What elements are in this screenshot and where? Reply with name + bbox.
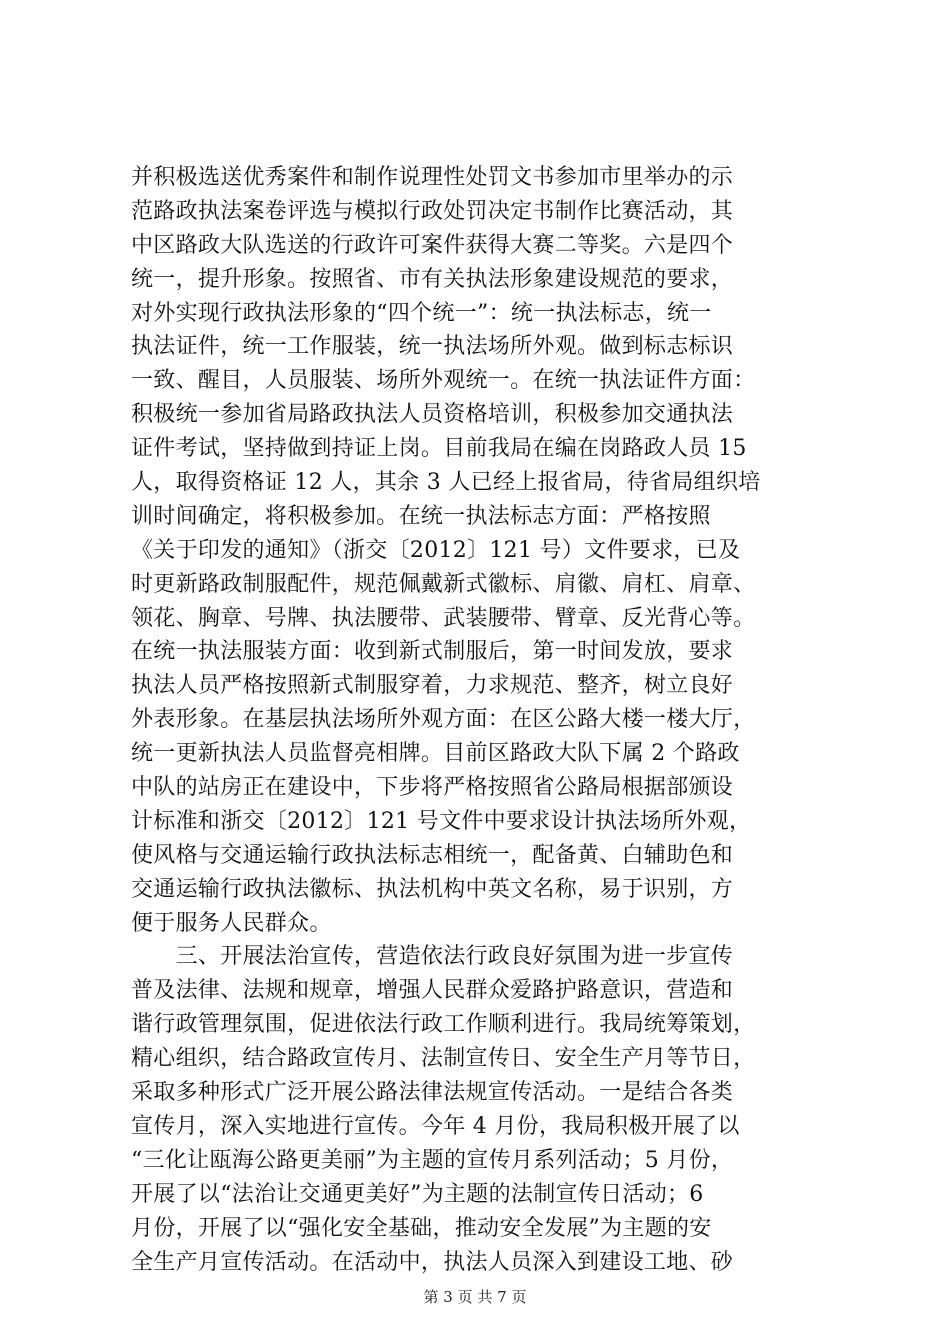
text-line: 执法人员严格按照新式制服穿着，力求规范、整齐，树立良好 [131,673,734,699]
text-line: 三、开展法治宣传，营造依法行政良好氛围为进一步宣传 [131,944,734,970]
text-line: 中区路政大队选送的行政许可案件获得大赛二等奖。六是四个 [131,232,734,258]
text-line: 并积极选送优秀案件和制作说理性处罚文书参加市里举办的示 [131,165,734,190]
text-line: 宣传月，深入实地进行宣传。今年 4 月份，我局积极开展了以 [131,1113,740,1139]
text-line: 月份，开展了以“强化安全基础，推动安全发展”为主题的安 [131,1215,712,1241]
text-line: 统一，提升形象。按照省、市有关执法形象建设规范的要求， [131,266,734,292]
text-line: 领花、胸章、号牌、执法腰带、武装腰带、臂章、反光背心等。 [131,605,756,631]
text-line: 普及法律、法规和规章，增强人民群众爱路护路意识，营造和 [131,978,734,1004]
text-line: 使风格与交通运输行政执法标志相统一，配备黄、白辅助色和 [131,842,734,868]
text-line: 《关于印发的通知》（浙交〔2012〕121 号）文件要求，已及 [131,537,741,563]
text-line: 精心组织，结合路政宣传月、法制宣传日、安全生产月等节日， [131,1046,756,1072]
text-line: 训时间确定，将积极参加。在统一执法标志方面：严格按照 [131,503,711,529]
text-line: 全生产月宣传活动。在活动中，执法人员深入到建设工地、砂 [131,1249,734,1275]
text-line: 积极统一参加省局路政执法人员资格培训，积极参加交通执法 [131,402,734,428]
text-line: 对外实现行政执法形象的“四个统一”：统一执法标志，统一 [131,300,712,326]
text-line: 开展了以“法治让交通更美好”为主题的法制宣传日活动；6 [131,1181,704,1207]
text-line: 时更新路政制服配件，规范佩戴新式徽标、肩徽、肩杠、肩章、 [131,571,756,597]
text-line: 交通运输行政执法徽标、执法机构中英文名称，易于识别，方 [131,876,734,902]
text-line: 外表形象。在基层执法场所外观方面：在区公路大楼一楼大厅， [131,707,756,733]
text-line: 执法证件，统一工作服装，统一执法场所外观。做到标志标识 [131,334,734,360]
page-number: 第 3 页 共 7 页 [423,1288,527,1306]
page-footer [0,1287,950,1307]
text-line: 谐行政管理氛围，促进依法行政工作顺利进行。我局统筹策划， [131,1012,756,1038]
text-line: 人，取得资格证 12 人，其余 3 人已经上报省局，待省局组织培 [131,470,761,496]
text-line: 采取多种形式广泛开展公路法律法规宣传活动。一是结合各类 [131,1080,734,1106]
text-line: 证件考试，坚持做到持证上岗。目前我局在编在岗路政人员 15 [131,436,747,462]
text-line: 统一更新执法人员监督亮相牌。目前区路政大队下属 2 个路政 [131,741,740,767]
text-line: 范路政执法案卷评选与模拟行政处罚决定书制作比赛活动，其 [131,198,734,224]
text-line: 在统一执法服装方面：收到新式制服后，第一时间发放，要求 [131,639,734,665]
body-text [131,161,831,1279]
text-line: 中队的站房正在建设中，下步将严格按照省公路局根据部颁设 [131,775,734,801]
text-line: 计标准和浙交〔2012〕121 号文件中要求设计执法场所外观， [131,808,752,834]
text-line: 一致、醒目，人员服装、场所外观统一。在统一执法证件方面： [131,368,756,394]
text-line: 便于服务人民群众。 [131,910,332,936]
text-line: “三化让瓯海公路更美丽”为主题的宣传月系列活动；5 月份， [131,1147,734,1173]
